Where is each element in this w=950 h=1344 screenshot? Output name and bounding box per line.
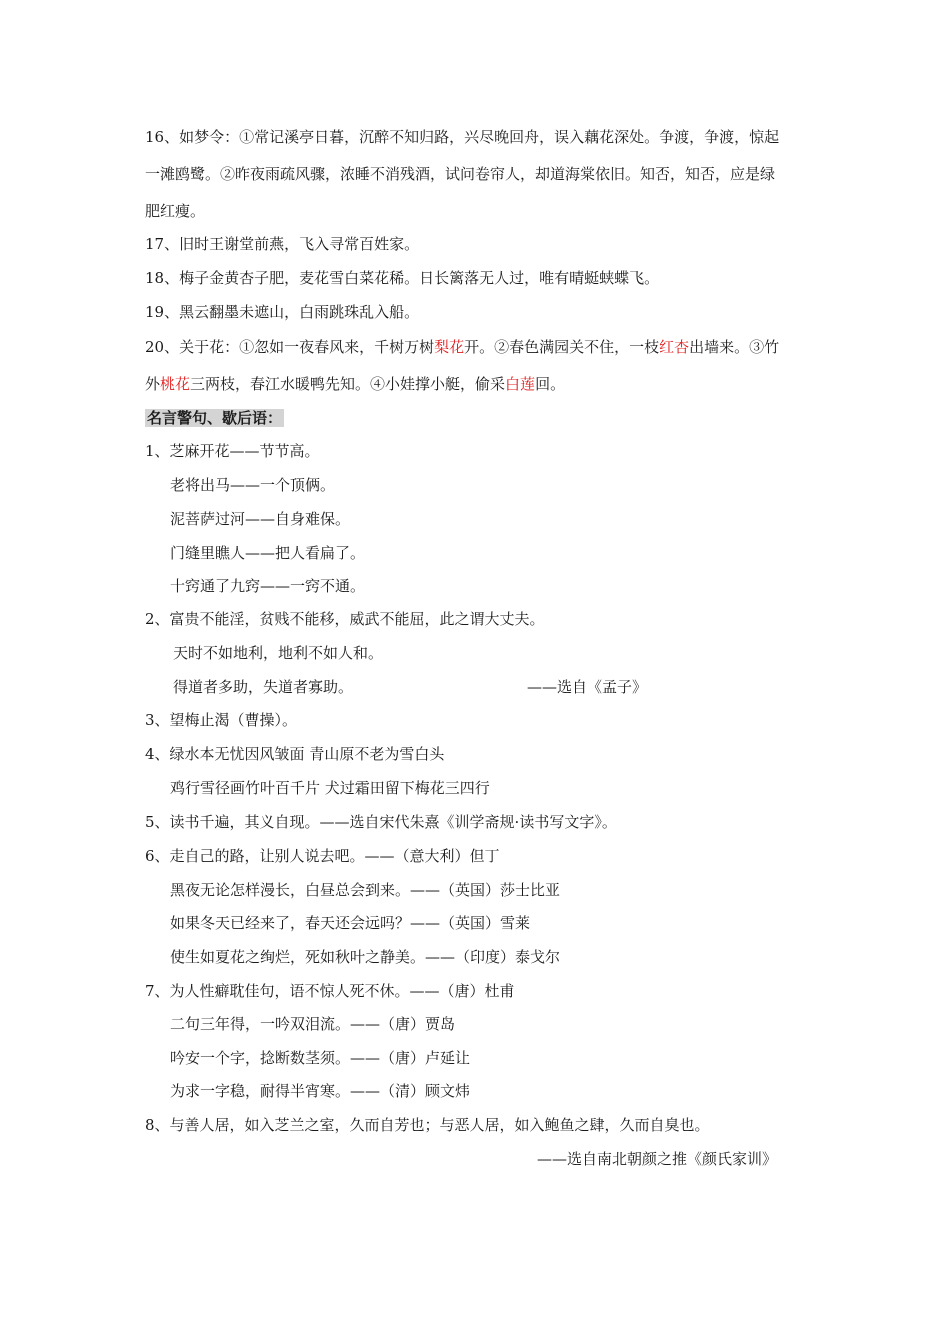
saying-1-c: 门缝里瞧人——把人看扁了。 [170,544,366,562]
saying-3: 3、望梅止渴（曹操）。 [145,711,298,729]
saying-1-d: 十窍通了九窍——一窍不通。 [170,577,366,595]
poem-16-line-2: 一滩鸥鹭。②昨夜雨疏风骤，浓睡不消残酒，试问卷帘人，却道海棠依旧。知否，知否，应是绿 [145,165,776,183]
poem-18: 18、梅子金黄杏子肥，麦花雪白菜花稀。日长篱落无人过，唯有晴蜓蛱蝶飞。 [145,269,660,287]
poem-20-text: 外 [145,375,161,393]
saying-2-b: 得道者多助，失道者寡助。 [173,678,354,696]
saying-6: 6、走自己的路，让别人说去吧。——（意大利）但丁 [145,847,500,865]
saying-6-a: 黑夜无论怎样漫长，白昼总会到来。——（英国）莎士比亚 [170,881,561,899]
saying-8: 8、与善人居，如入芝兰之室，久而自芳也；与恶人居，如入鲍鱼之肆，久而自臭也。 [145,1116,710,1134]
saying-6-c: 使生如夏花之绚烂，死如秋叶之静美。——（印度）泰戈尔 [170,948,561,966]
poem-17: 17、旧时王谢堂前燕，飞入寻常百姓家。 [145,235,420,253]
poem-20-text: 回。 [535,375,566,393]
section-heading: 名言警句、歇后语： [147,409,283,427]
saying-4: 4、绿水本无忧因风皱面 青山原不老为雪白头 [145,745,445,763]
saying-1: 1、芝麻开花——节节高。 [145,442,320,460]
saying-7-b: 吟安一个字，捻断数茎须。——（唐）卢延让 [170,1049,471,1067]
poem-16-line-3: 肥红瘦。 [145,202,206,220]
saying-1-a: 老将出马——一个顶俩。 [170,476,336,494]
saying-7-c: 为求一字稳，耐得半宵寒。——（清）顾文炜 [170,1082,471,1100]
saying-7-a: 二句三年得，一吟双泪流。——（唐）贾岛 [170,1015,456,1033]
poem-20-text: 出墙来。③竹 [689,338,780,356]
highlight-pear-blossom: 梨花 [434,338,465,356]
saying-2: 2、富贵不能淫，贫贱不能移，威武不能屈，此之谓大丈夫。 [145,610,545,628]
saying-6-b: 如果冬天已经来了，春天还会远吗？——（英国）雪莱 [170,914,531,932]
poem-20-text: 三两枝，春江水暖鸭先知。④小娃撑小艇，偷采 [190,375,506,393]
saying-1-b: 泥菩萨过河——自身难保。 [170,510,351,528]
poem-20-text: 20、关于花：①忽如一夜春风来，千树万树 [145,338,435,356]
highlight-white-lotus: 白莲 [505,375,536,393]
saying-4-a: 鸡行雪径画竹叶百千片 犬过霜田留下梅花三四行 [170,779,490,797]
saying-2-source: ——选自《孟子》 [527,678,648,696]
saying-2-a: 天时不如地利，地利不如人和。 [173,644,384,662]
saying-8-source: ——选自南北朝颜之推《颜氏家训》 [537,1150,778,1168]
poem-16-line-1: 16、如梦令：①常记溪亭日暮，沉醉不知归路，兴尽晚回舟，误入藕花深处。争渡，争渡，惊起 [145,128,780,146]
poem-20-text: 开。②春色满园关不住，一枝 [464,338,660,356]
poem-20-line-2 [145,374,565,394]
highlight-red-apricot: 红杏 [659,338,690,356]
highlight-peach-blossom: 桃花 [160,375,191,393]
saying-7: 7、为人性癖耽佳句，语不惊人死不休。——（唐）杜甫 [145,982,515,1000]
section-heading-wrap [145,408,284,428]
saying-5: 5、读书千遍，其义自现。——选自宋代朱熹《训学斋规·读书写文字》。 [145,813,617,831]
poem-19: 19、黑云翻墨未遮山，白雨跳珠乱入船。 [145,303,420,321]
poem-20-line-1 [145,337,779,357]
